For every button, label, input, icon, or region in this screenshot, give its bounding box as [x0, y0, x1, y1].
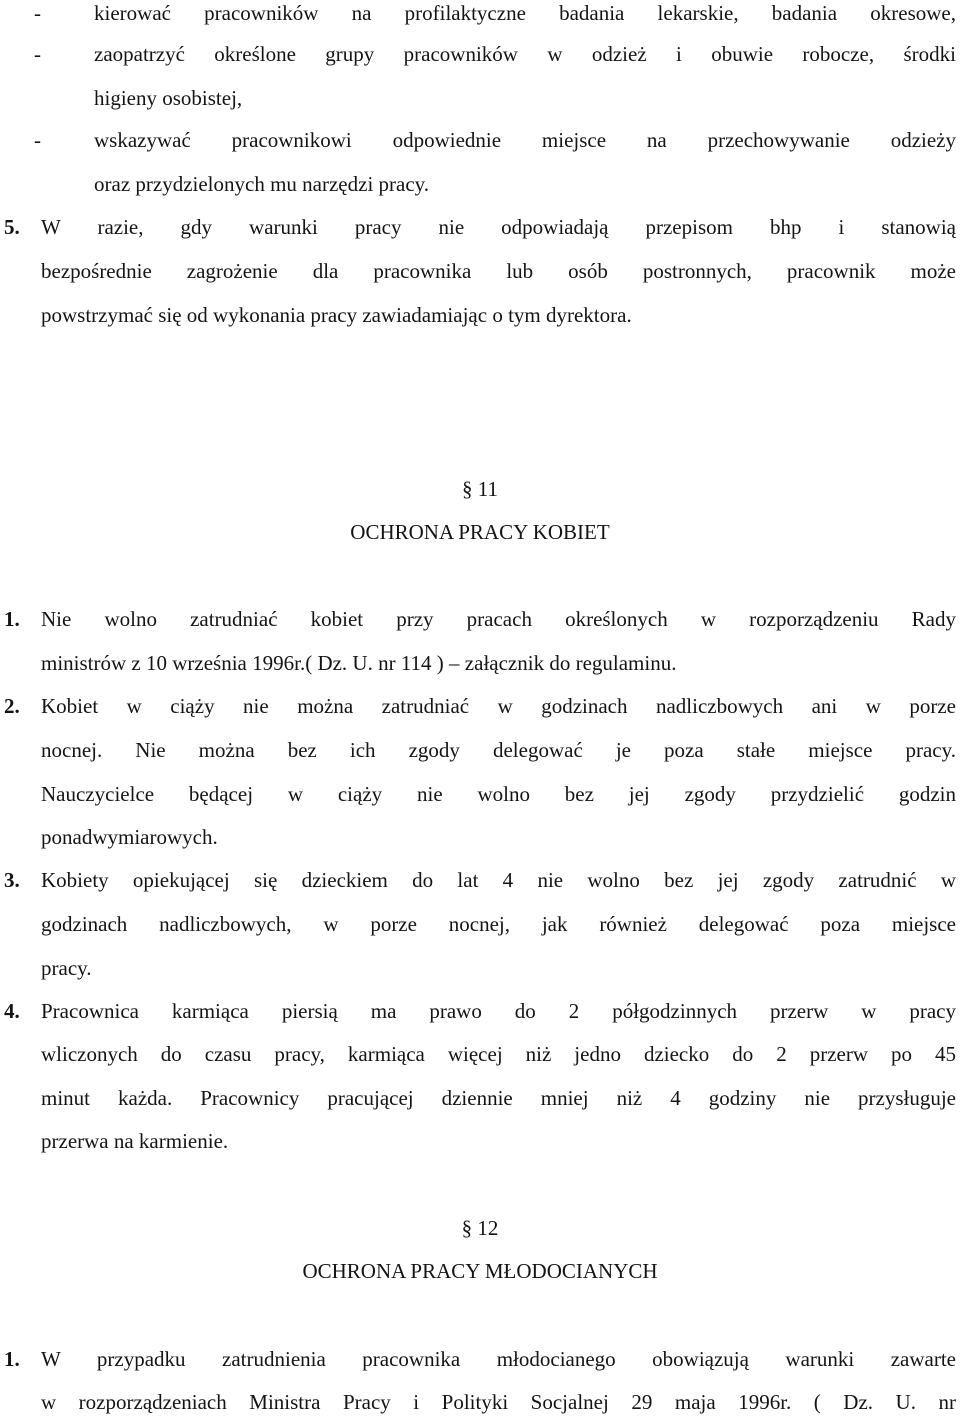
paragraph-line: Kobiet w ciąży nie można zatrudniać w godzinach nadliczbowych ani w porze — [41, 694, 956, 718]
paragraph-line: Kobiety opiekującej się dzieckiem do lat 4 nie wolno bez jej zgody zatrudnić w — [41, 868, 956, 892]
section-title: OCHRONA PRACY MŁODOCIANYCH — [302, 1259, 658, 1283]
paragraph-line: Pracownica karmiąca piersią ma prawo do 2 półgodzinnych przerw w pracy — [41, 999, 956, 1023]
list-item — [0, 127, 960, 153]
item-number: 1. — [4, 1347, 20, 1371]
item-number: 2. — [4, 694, 20, 718]
list-item-text: zaopatrzyć określone grupy pracowników w odzież i obuwie robocze, środki — [94, 42, 956, 66]
list-item-text: wskazywać pracownikowi odpowiednie miejsce na przechowywanie odzieży — [94, 128, 956, 152]
paragraph-line: nocnej. Nie można bez ich zgody delegować je poza stałe miejsce pracy. — [41, 738, 956, 762]
paragraph-line: Nauczycielce będącej w ciąży nie wolno bez jej zgody przydzielić godzin — [41, 782, 956, 806]
paragraph-line: przerwa na karmienie. — [41, 1129, 229, 1153]
paragraph-line: W przypadku zatrudnienia pracownika młodocianego obowiązują warunki zawarte — [41, 1347, 956, 1371]
paragraph-line: godzinach nadliczbowych, w porze nocnej, jak również delegować poza miejsce — [41, 912, 956, 936]
section-number: § 11 — [462, 477, 498, 501]
paragraph-line: W razie, gdy warunki pracy nie odpowiadają przepisom bhp i stanowią — [41, 215, 956, 239]
item-number: 4. — [4, 999, 20, 1023]
item-number: 5. — [4, 215, 20, 239]
list-dash: - — [34, 42, 41, 66]
item-number: 1. — [4, 607, 20, 631]
list-item — [0, 41, 960, 67]
section-number: § 12 — [461, 1216, 499, 1240]
paragraph-line: powstrzymać się od wykonania pracy zawiadamiając o tym dyrektora. — [41, 303, 632, 327]
list-item — [0, 0, 960, 26]
list-item-text: kierować pracowników na profilaktyczne badania lekarskie, badania okresowe, — [94, 1, 956, 25]
paragraph-line: wliczonych do czasu pracy, karmiąca więcej niż jedno dziecko do 2 przerw po 45 — [41, 1042, 956, 1066]
list-item-text: oraz przydzielonych mu narzędzi pracy. — [94, 172, 430, 196]
paragraph-line: ministrów z 10 września 1996r.( Dz. U. nr 114 ) – załącznik do regulaminu. — [41, 651, 677, 675]
paragraph-line: bezpośrednie zagrożenie dla pracownika lub osób postronnych, pracownik może — [41, 259, 956, 283]
list-item-text: higieny osobistej, — [94, 86, 243, 110]
paragraph-line: w rozporządzeniach Ministra Pracy i Polityki Socjalnej 29 maja 1996r. ( Dz. U. nr — [41, 1390, 956, 1414]
item-number: 3. — [4, 868, 20, 892]
paragraph-line: Nie wolno zatrudniać kobiet przy pracach określonych w rozporządzeniu Rady — [41, 607, 956, 631]
section-title: OCHRONA PRACY KOBIET — [350, 520, 610, 544]
list-dash: - — [34, 128, 41, 152]
paragraph-line: ponadwymiarowych. — [41, 825, 218, 849]
list-dash: - — [34, 1, 41, 25]
paragraph-line: minut każda. Pracownicy pracującej dziennie mniej niż 4 godziny nie przysługuje — [41, 1086, 956, 1110]
paragraph-line: pracy. — [41, 956, 92, 980]
